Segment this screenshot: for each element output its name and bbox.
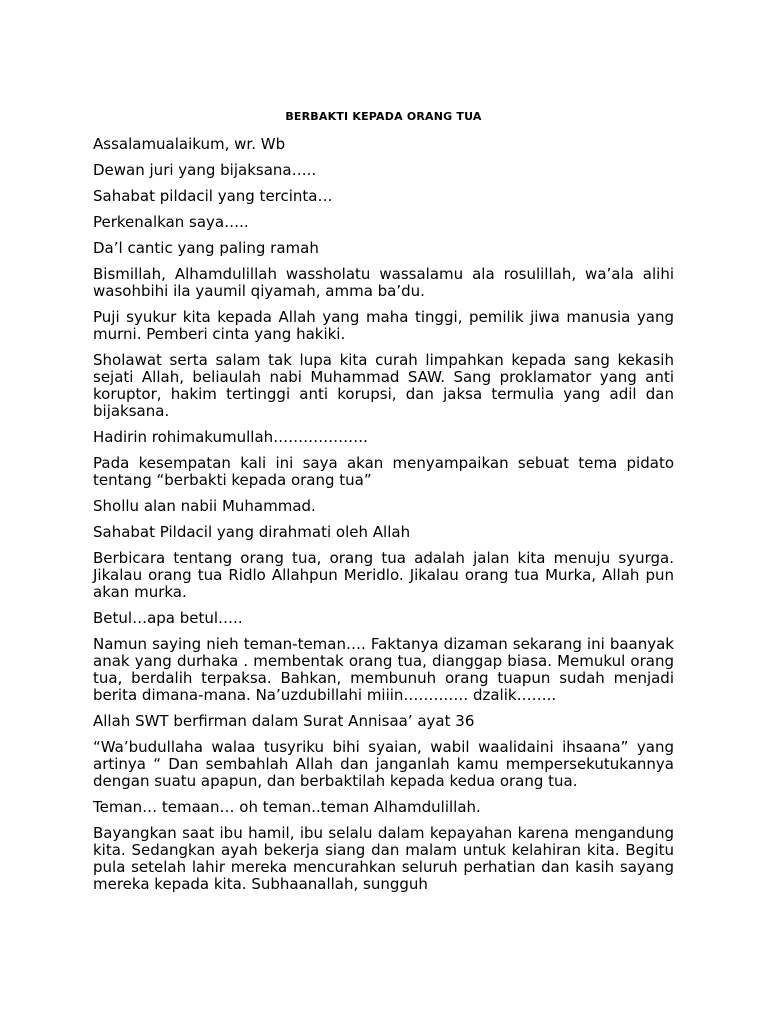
paragraph: Perkenalkan saya….. bbox=[93, 213, 249, 231]
paragraph: Sahabat pildacil yang tercinta… bbox=[93, 187, 333, 205]
paragraph: Teman… temaan… oh teman..teman Alhamdulillah. bbox=[93, 798, 481, 816]
paragraph: Pada kesempatan kali ini saya akan menyampaikan sebuat tema pidato tentang “berbakti kepada orang tua” bbox=[93, 454, 674, 489]
paragraph: Shollu alan nabii Muhammad. bbox=[93, 497, 316, 515]
paragraph: Allah SWT berfirman dalam Surat Annisaa’ ayat 36 bbox=[93, 712, 475, 730]
paragraph: Assalamualaikum, wr. Wb bbox=[93, 135, 286, 153]
paragraph: Puji syukur kita kepada Allah yang maha tinggi, pemilik jiwa manusia yang murni. Pemberi cinta yang hakiki. bbox=[93, 308, 674, 343]
paragraph: Sholawat serta salam tak lupa kita curah limpahkan kepada sang kekasih sejati Allah, beliaulah nabi Muhammad SAW. Sang proklamator yang anti koruptor, hakim tertinggi anti korupsi, dan jaksa termulia yang adil dan bijaksana. bbox=[93, 351, 674, 420]
paragraph: Bismillah, Alhamdulillah wassholatu wassalamu ala rosulillah, wa’ala alihi wasohbihi ila yaumil qiyamah, amma ba’du. bbox=[93, 265, 674, 300]
paragraph: Bayangkan saat ibu hamil, ibu selalu dalam kepayahan karena mengandung kita. Sedangkan ayah bekerja siang dan malam untuk kelahiran kita. Begitu pula setelah lahir mereka mencurahkan seluruh perhatian dan kasih sayang mereka kepada kita. Subhaanallah, sungguh bbox=[93, 824, 674, 893]
paragraph: Dewan juri yang bijaksana….. bbox=[93, 161, 317, 179]
document-title: BERBAKTI KEPADA ORANG TUA bbox=[285, 110, 482, 123]
paragraph: Betul…apa betul….. bbox=[93, 609, 243, 627]
paragraph: Namun saying nieh teman-teman…. Faktanya dizaman sekarang ini baanyak anak yang durhaka . membentak orang tua, dianggap biasa. Memukul orang tua, berdalih terpaksa. Bahkan, membunuh orang tuapun sudah menjadi berita dimana-mana. Na’uzdubillahi miiin…………. dzalik…….. bbox=[93, 635, 674, 704]
document-body bbox=[93, 110, 674, 902]
paragraph: Sahabat Pildacil yang dirahmati oleh Allah bbox=[93, 523, 411, 541]
paragraph: Da’l cantic yang paling ramah bbox=[93, 239, 319, 257]
paragraph: “Wa’budullaha walaa tusyriku bihi syaian, wabil waalidaini ihsaana” yang artinya “ Dan sembahlah Allah dan janganlah kamu mempersekutukannya dengan suatu apapun, dan berbaktilah kepada kedua orang tua. bbox=[93, 738, 674, 790]
paragraph: Berbicara tentang orang tua, orang tua adalah jalan kita menuju syurga. Jikalau orang tua Ridlo Allahpun Meridlo. Jikalau orang tua Murka, Allah pun akan murka. bbox=[93, 549, 674, 601]
paragraph: Hadirin rohimakumullah………………. bbox=[93, 428, 368, 446]
